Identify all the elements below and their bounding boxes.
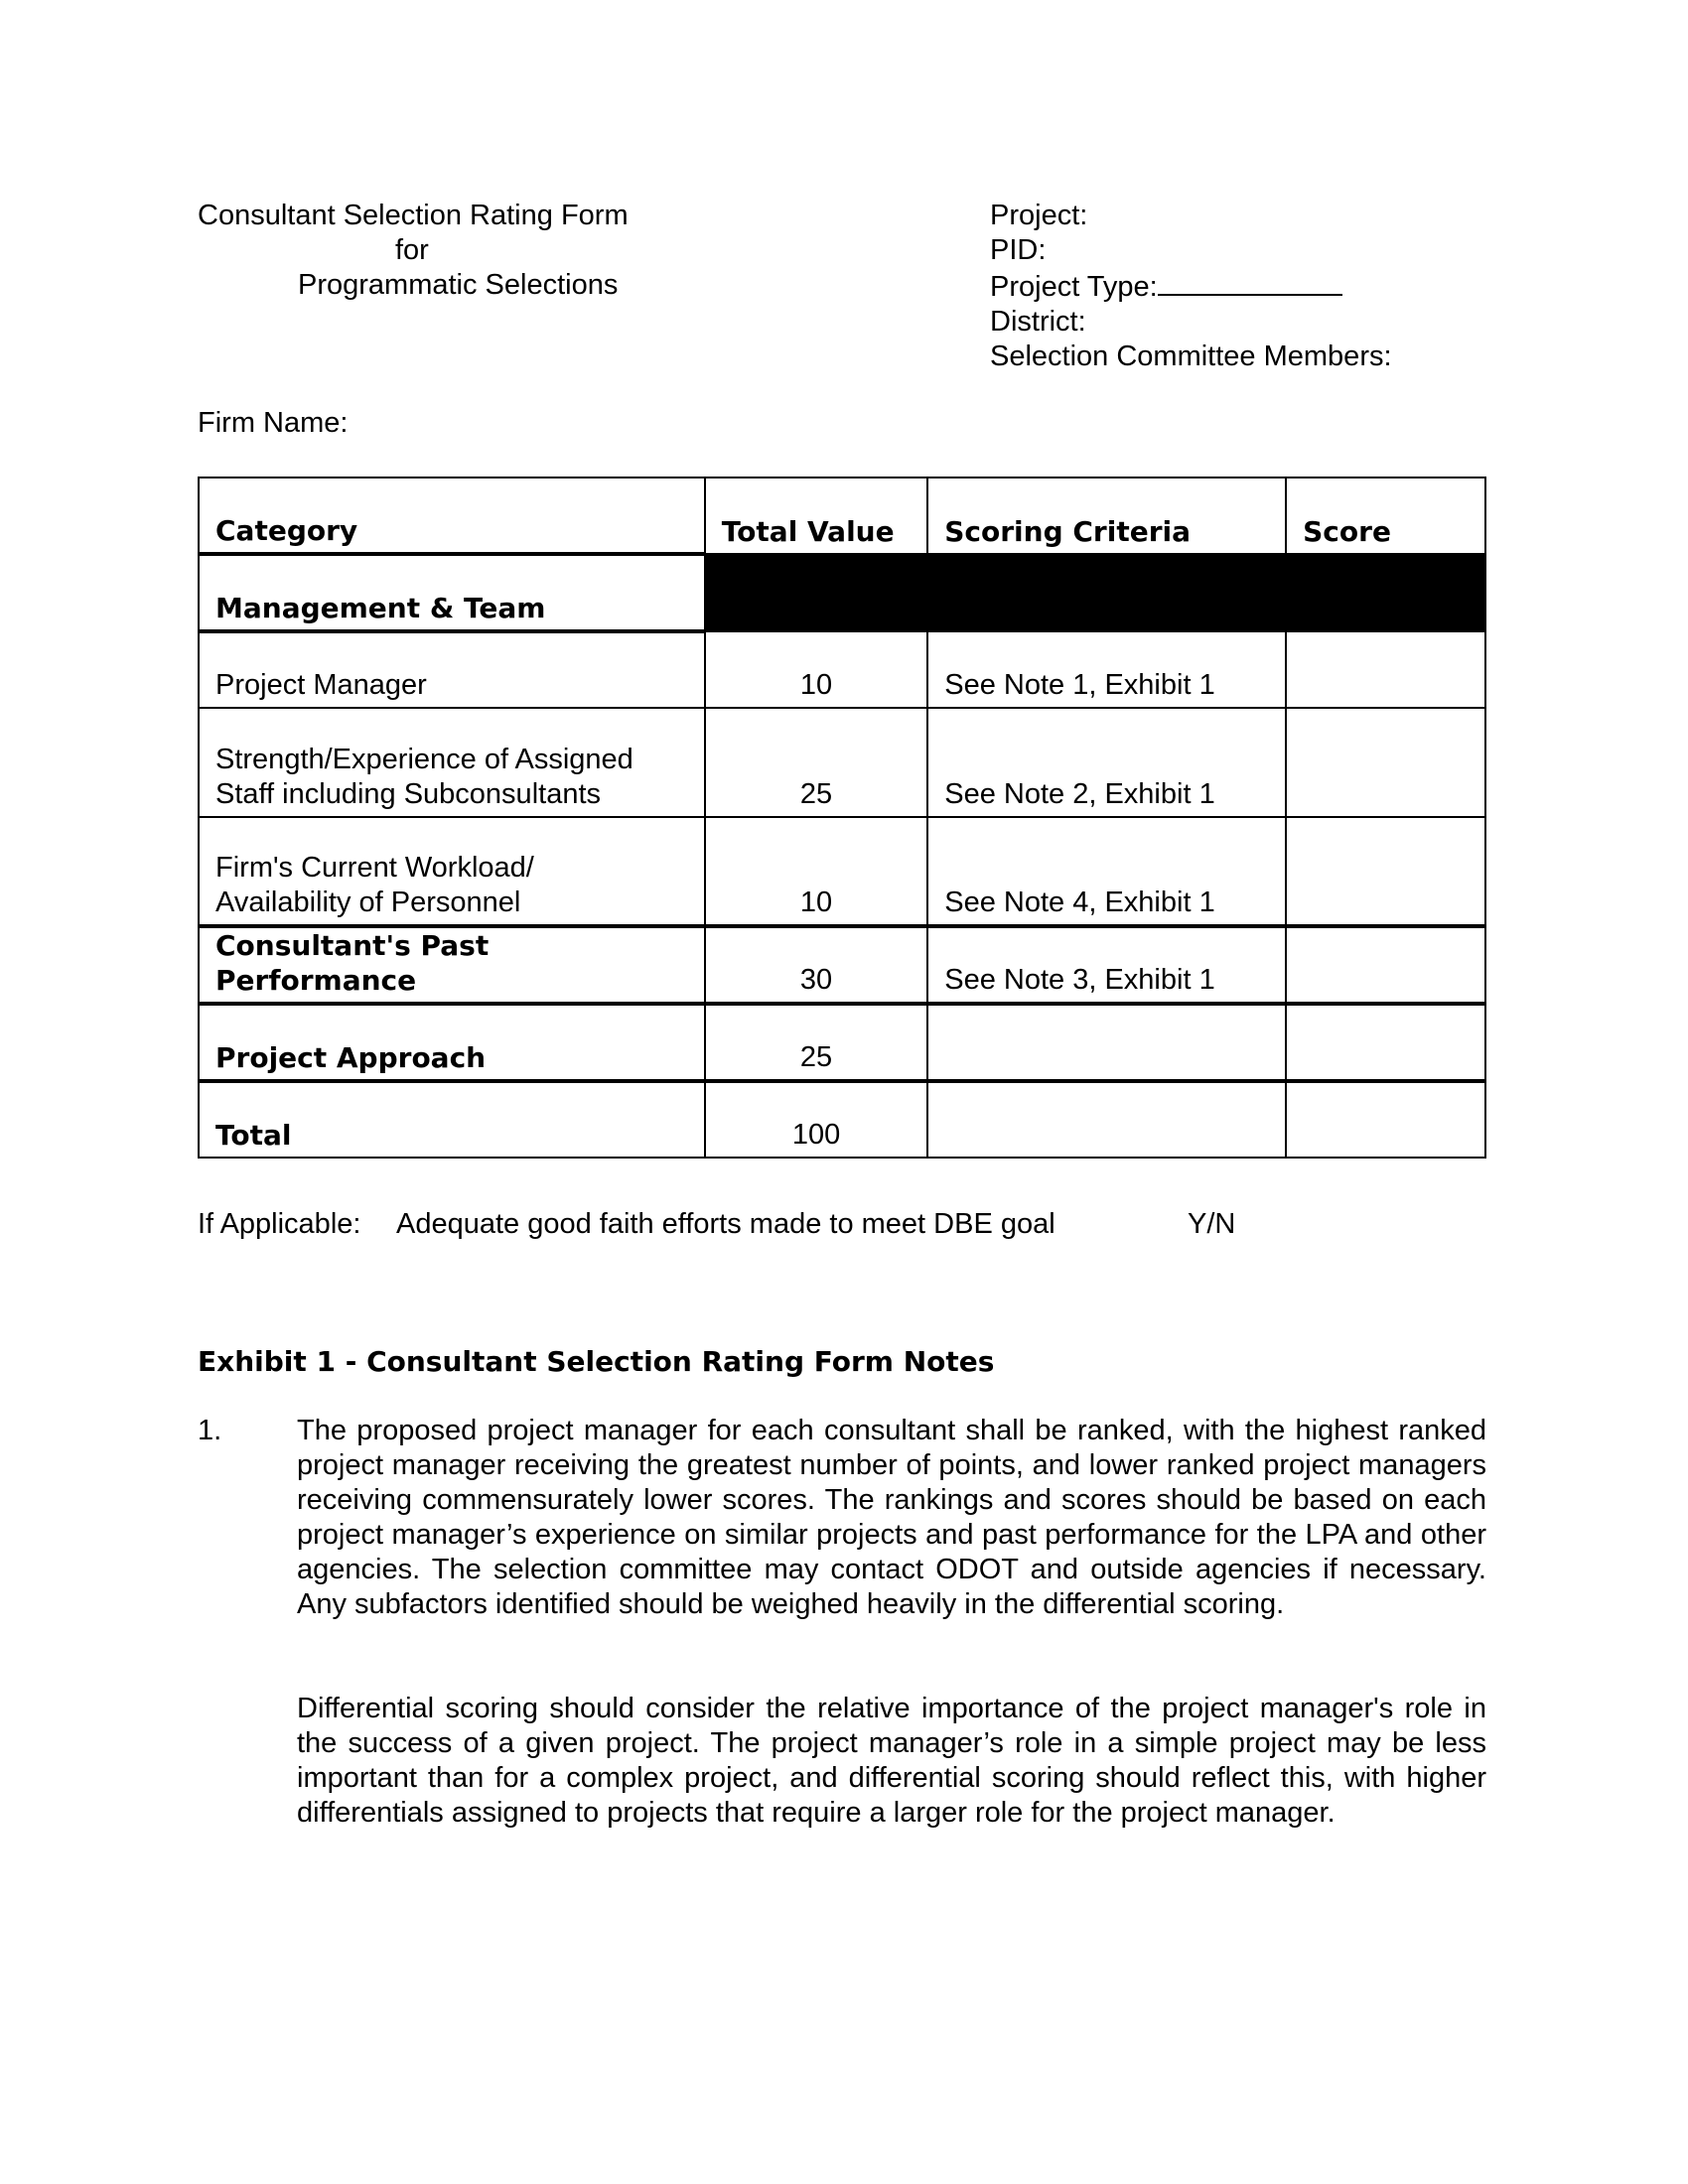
title-line-2: for: [395, 234, 429, 266]
value-cell: 30: [705, 926, 927, 1004]
note-paragraph: The proposed project manager for each consultant shall be ranked, with the highest ranked project manager receiving the greatest number of points, and lower ranked project managers receiving commensurately lower scores. The rankings and scores should be based on each project manager’s experience on similar projects and past performance for the LPA and other agencies. The selection committee may contact ODOT and outside agencies if necessary. Any subfactors identified should be weighed heavily in the differential scoring.: [297, 1415, 1486, 1620]
criteria-cell: See Note 2, Exhibit 1: [927, 708, 1286, 817]
score-cell[interactable]: [1286, 631, 1485, 708]
table-row: [199, 1081, 1485, 1158]
note-number: 1.: [198, 1415, 222, 1446]
score-cell[interactable]: [1286, 708, 1485, 817]
project-label: Project:: [990, 200, 1088, 231]
rating-table: [198, 477, 1486, 1159]
table-row: [199, 926, 1485, 1004]
score-cell[interactable]: [1286, 817, 1485, 926]
score-cell[interactable]: [1286, 926, 1485, 1004]
category-line: Availability of Personnel: [215, 887, 521, 918]
title-line-1: Consultant Selection Rating Form: [198, 200, 629, 231]
table-header-row: [199, 478, 1485, 554]
table-row: [199, 554, 1485, 631]
firm-name-label: Firm Name:: [198, 407, 349, 439]
category-cell: Project Approach: [199, 1004, 705, 1081]
criteria-cell: See Note 1, Exhibit 1: [927, 631, 1286, 708]
section-blackout: [705, 554, 1485, 631]
category-cell: [199, 708, 705, 817]
dbe-applicable-line: [198, 1207, 1236, 1242]
category-cell: Total: [199, 1081, 705, 1158]
header-total-value: Total Value: [705, 478, 927, 554]
category-cell: Consultant's Past Performance: [199, 926, 705, 1004]
criteria-cell: See Note 3, Exhibit 1: [927, 926, 1286, 1004]
project-type-row: [990, 268, 1392, 305]
project-info: [990, 199, 1392, 374]
header-category: Category: [199, 478, 705, 554]
category-cell: [199, 817, 705, 926]
table-row: [199, 817, 1485, 926]
value-cell: 10: [705, 631, 927, 708]
value-cell: 100: [705, 1081, 927, 1158]
exhibit-title: Exhibit 1 - Consultant Selection Rating Form Notes: [198, 1345, 995, 1378]
category-cell: Project Manager: [199, 631, 705, 708]
project-type-label: Project Type:: [990, 271, 1158, 303]
district-label: District:: [990, 306, 1086, 338]
title-line-3: Programmatic Selections: [298, 269, 619, 301]
value-cell: 25: [705, 1004, 927, 1081]
category-line: Strength/Experience of Assigned: [215, 744, 633, 775]
section-management-team: Management & Team: [199, 554, 705, 631]
category-line: Staff including Subconsultants: [215, 778, 602, 810]
score-cell[interactable]: [1286, 1004, 1485, 1081]
table-row: [199, 708, 1485, 817]
applicable-label: If Applicable:: [198, 1208, 361, 1240]
criteria-cell: See Note 4, Exhibit 1: [927, 817, 1286, 926]
committee-label: Selection Committee Members:: [990, 341, 1392, 372]
value-cell: 25: [705, 708, 927, 817]
yes-no-field[interactable]: Y/N: [1188, 1208, 1236, 1240]
value-cell: 10: [705, 817, 927, 926]
form-title: [198, 199, 654, 303]
table-row: [199, 1004, 1485, 1081]
score-cell[interactable]: [1286, 1081, 1485, 1158]
header-scoring-criteria: Scoring Criteria: [927, 478, 1286, 554]
criteria-cell: [927, 1081, 1286, 1158]
criteria-cell: [927, 1004, 1286, 1081]
applicable-text: Adequate good faith efforts made to meet DBE goal: [396, 1208, 1055, 1240]
project-type-blank: [1158, 268, 1342, 296]
category-line: Firm's Current Workload/: [215, 852, 534, 884]
table-row: [199, 631, 1485, 708]
note-paragraph: Differential scoring should consider the relative importance of the project manager's role in the success of a given project. The project manager’s role in a simple project may be less important than for a complex project, and differential scoring should reflect this, with higher differentials assigned to projects that require a larger role for the project manager.: [297, 1693, 1486, 1829]
pid-label: PID:: [990, 234, 1047, 266]
header-score: Score: [1286, 478, 1485, 554]
